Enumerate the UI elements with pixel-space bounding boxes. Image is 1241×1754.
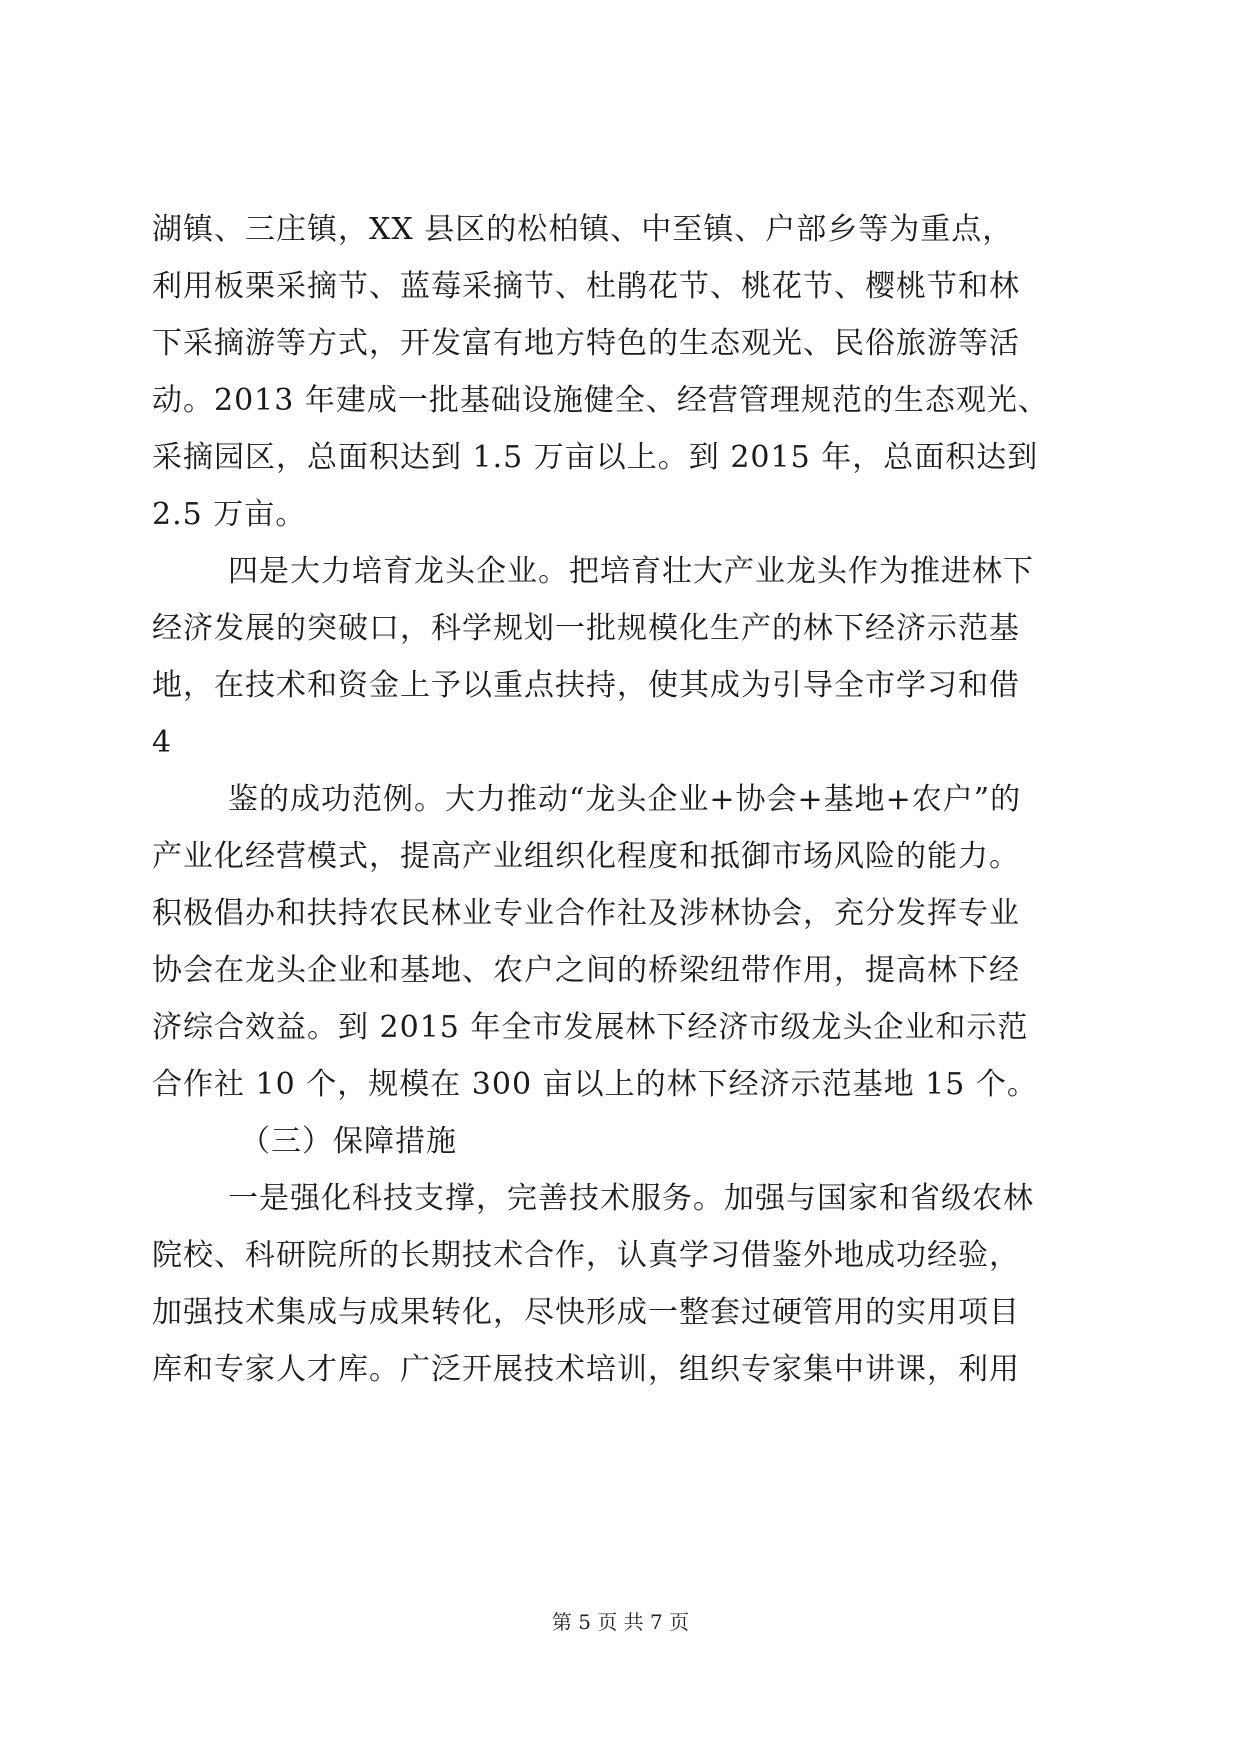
body-line-21: 库和专家人才库。广泛开展技术培训，组织专家集中讲课，利用 [152, 1352, 1020, 1387]
body-line-8: 经济发展的突破口，科学规划一批规模化生产的林下经济示范基 [152, 611, 1020, 646]
body-line-14: 协会在龙头企业和基地、农户之间的桥梁纽带作用，提高林下经 [152, 953, 1020, 988]
body-line-16: 合作社 10 个，规模在 300 亩以上的林下经济示范基地 15 个。 [152, 1067, 1038, 1102]
body-line-6: 2.5 万亩。 [152, 497, 307, 532]
page-number-marker: 4 [152, 725, 173, 760]
page-footer: 第 5 页 共 7 页 [551, 1610, 690, 1634]
body-line-11: 鉴的成功范例。大力推动“龙头企业+协会+基地+农户”的 [228, 782, 1022, 817]
paragraph-measures-start: 一是强化科技支撑，完善技术服务。加强与国家和省级农林 [228, 1181, 1034, 1216]
section-heading: （三）保障措施 [240, 1124, 457, 1159]
body-line-12: 产业化经营模式，提高产业组织化程度和抵御市场风险的能力。 [152, 839, 1020, 874]
body-line-19: 院校、科研院所的长期技术合作，认真学习借鉴外地成功经验， [152, 1238, 1020, 1273]
body-line-15: 济综合效益。到 2015 年全市发展林下经济市级龙头企业和示范 [152, 1010, 1029, 1045]
body-line-4: 动。2013 年建成一批基础设施健全、经营管理规范的生态观光、 [152, 383, 1049, 418]
body-line-2: 利用板栗采摘节、蓝莓采摘节、杜鹃花节、桃花节、樱桃节和林 [152, 269, 1020, 304]
body-line-9: 地，在技术和资金上予以重点扶持，使其成为引导全市学习和借 [152, 668, 1020, 703]
body-line-5: 采摘园区，总面积达到 1.5 万亩以上。到 2015 年，总面积达到 [152, 440, 1039, 475]
paragraph-4-start: 四是大力培育龙头企业。把培育壮大产业龙头作为推进林下 [228, 554, 1034, 589]
body-line-13: 积极倡办和扶持农民林业专业合作社及涉林协会，充分发挥专业 [152, 896, 1020, 931]
body-line-1: 湖镇、三庄镇，XX 县区的松柏镇、中至镇、户部乡等为重点， [152, 212, 1014, 247]
body-line-20: 加强技术集成与成果转化，尽快形成一整套过硬管用的实用项目 [152, 1295, 1020, 1330]
body-line-3: 下采摘游等方式，开发富有地方特色的生态观光、民俗旅游等活 [152, 326, 1020, 361]
